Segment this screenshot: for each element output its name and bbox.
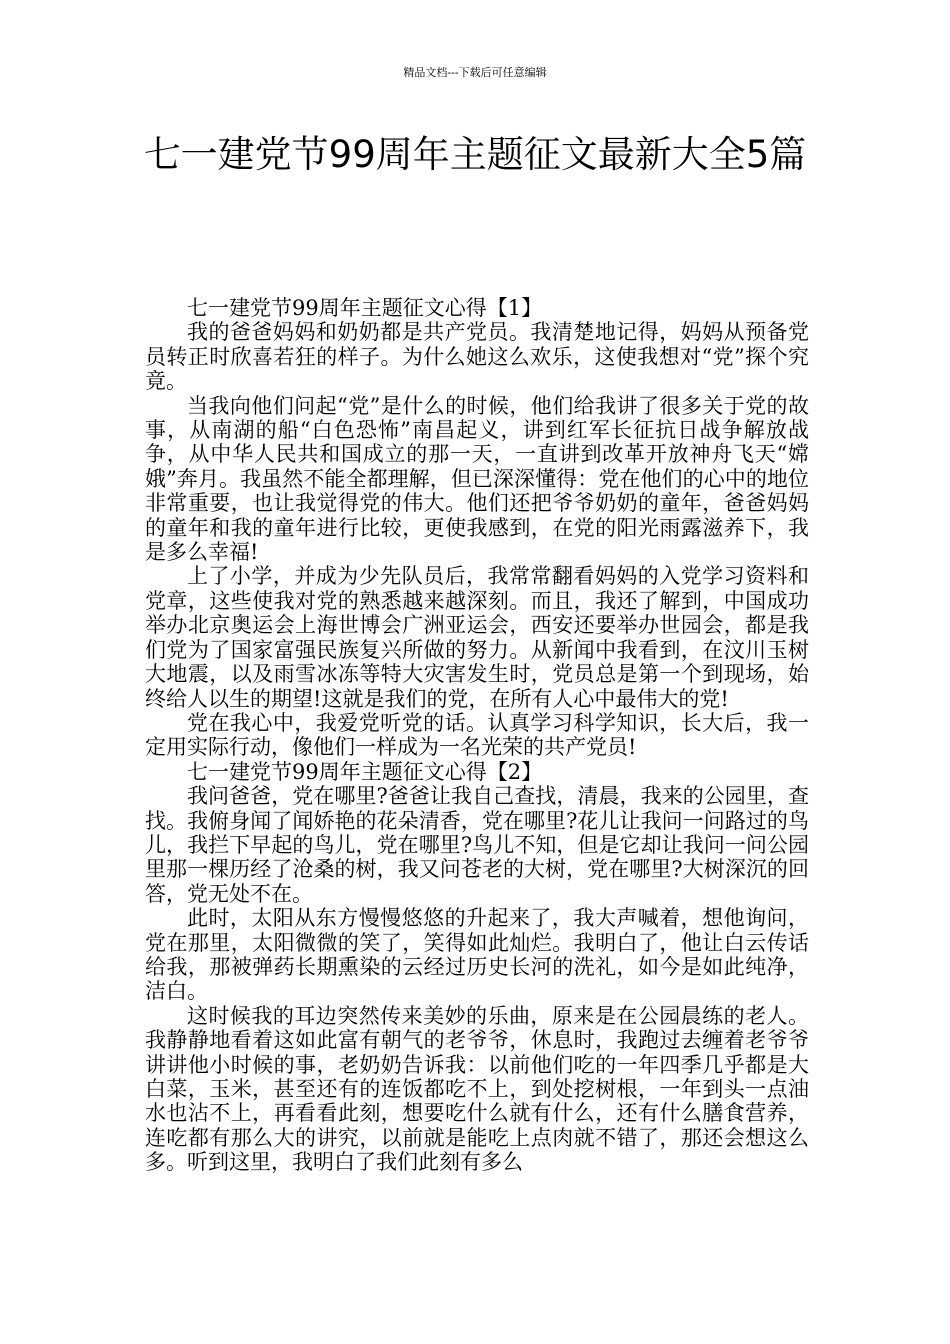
paragraph: 我问爸爸，党在哪里?爸爸让我自己查找，清晨，我来的公园里，查找。我俯身闻了闻娇艳的花朵清香，党在哪里?花儿让我问一问路过的鸟儿，我拦下早起的鸟儿，党在哪里?鸟儿不知，但是它却让我问一问公园里那一棵历经了沧桑的树，我又问苍老的大树，党在哪里?大树深沉的回答，党无处不在。	[145, 784, 809, 906]
page-header: 精品文档---下载后可任意编辑	[403, 66, 547, 79]
section-heading-1: 七一建党节99周年主题征文心得【1】	[187, 296, 543, 320]
paragraph: 这时候我的耳边突然传来美妙的乐曲，原来是在公园晨练的老人。我静静地看着这如此富有朝气的老爷爷，休息时，我跑过去缠着老爷爷讲讲他小时候的事，老奶奶告诉我：以前他们吃的一年四季几乎都是大白菜，玉米，甚至还有的连饭都吃不上，到处挖树根，一年到头一点油水也沾不上，再看看此刻，想要吃什么就有什么，还有什么膳食营养，连吃都有那么大的讲究，以前就是能吃上点肉就不错了，那还会想这么多。听到这里，我明白了我们此刻有多么	[145, 1003, 809, 1175]
paragraph: 上了小学，并成为少先队员后，我常常翻看妈妈的入党学习资料和党章，这些使我对党的熟悉越来越深刻。而且，我还了解到，中国成功举办北京奥运会上海世博会广洲亚运会，西安还要举办世园会，都是我们党为了国家富强民族复兴所做的努力。从新闻中我看到，在汶川玉树大地震，以及雨雪冰冻等特大灾害发生时，党员总是第一个到现场，始终给人以生的期望!这就是我们的党，在所有人心中最伟大的党!	[145, 564, 809, 711]
section-heading-2: 七一建党节99周年主题征文心得【2】	[187, 759, 543, 784]
paragraph: 我的爸爸妈妈和奶奶都是共产党员。我清楚地记得，妈妈从预备党员转正时欣喜若狂的样子。为什么她这么欢乐，这使我想对“党”探个究竟。	[145, 320, 809, 394]
document-body	[145, 296, 809, 1175]
paragraph: 党在我心中，我爱党听党的话。认真学习科学知识，长大后，我一定用实际行动，像他们一样成为一名光荣的共产党员!	[145, 710, 809, 760]
paragraph: 此时，太阳从东方慢慢悠悠的升起来了，我大声喊着，想他询问，党在那里，太阳微微的笑了，笑得如此灿烂。我明白了，他让白云传话给我，那被弹药长期熏染的云经过历史长河的洗礼，如今是如此纯净，洁白。	[145, 906, 809, 1004]
document-title: 七一建党节99周年主题征文最新大全5篇	[143, 133, 807, 176]
paragraph: 当我向他们问起“党”是什么的时候，他们给我讲了很多关于党的故事，从南湖的船“白色恐怖”南昌起义，讲到红军长征抗日战争解放战争，从中华人民共和国成立的那一天，一直讲到改革开放神舟飞天“嫦娥”奔月。我虽然不能全都理解，但已深深懂得：党在他们的心中的地位非常重要，也让我觉得党的伟大。他们还把爷爷奶奶的童年，爸爸妈妈的童年和我的童年进行比较，更使我感到，在党的阳光雨露滋养下，我是多么幸福!	[145, 393, 809, 565]
